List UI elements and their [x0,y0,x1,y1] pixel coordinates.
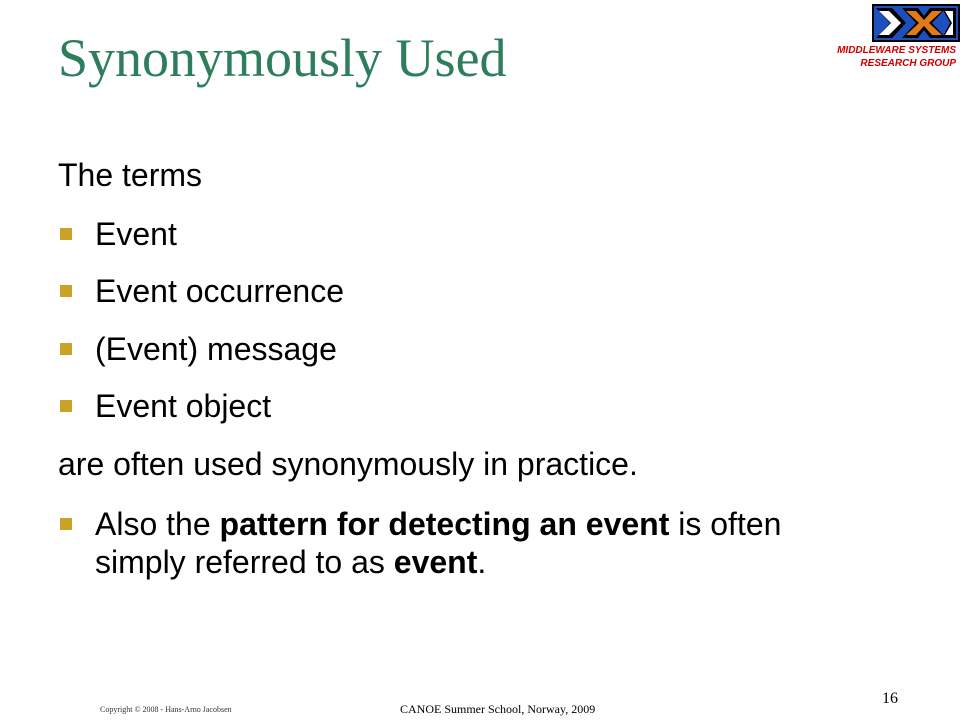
note-bold-2: event [393,544,478,580]
footer-copyright: Copyright © 2008 - Hans-Arno Jacobsen [100,705,232,714]
square-bullet-icon [60,518,72,530]
logo-line-1: MIDDLEWARE SYSTEMS [837,45,956,56]
term-text: Event occurrence [95,273,345,309]
note-part-2: is often simply referred to as [95,506,791,580]
term-text: (Event) message [95,331,337,367]
msrg-logo [806,4,958,70]
square-bullet-icon [60,285,72,297]
term-text: Event [95,216,177,252]
page-number: 16 [882,690,898,707]
conclusion-text: are often used synonymously in practice. [58,446,638,482]
square-bullet-icon [60,228,72,240]
square-bullet-icon [60,343,72,355]
note-part-1: Also the [95,506,220,542]
intro-text: The terms [58,157,203,193]
msrg-logo-text [837,44,956,70]
note-part-3: . [477,544,487,580]
term-text: Event object [95,388,272,424]
msrg-logo-mark-icon [872,4,960,42]
footer-event: CANOE Summer School, Norway, 2009 [400,702,596,716]
slide-title: Synonymously Used [58,28,507,88]
logo-line-2: RESEARCH GROUP [860,58,956,69]
square-bullet-icon [60,400,72,412]
note-bold-1: pattern for detecting an event [219,506,670,542]
note-text [95,505,875,581]
